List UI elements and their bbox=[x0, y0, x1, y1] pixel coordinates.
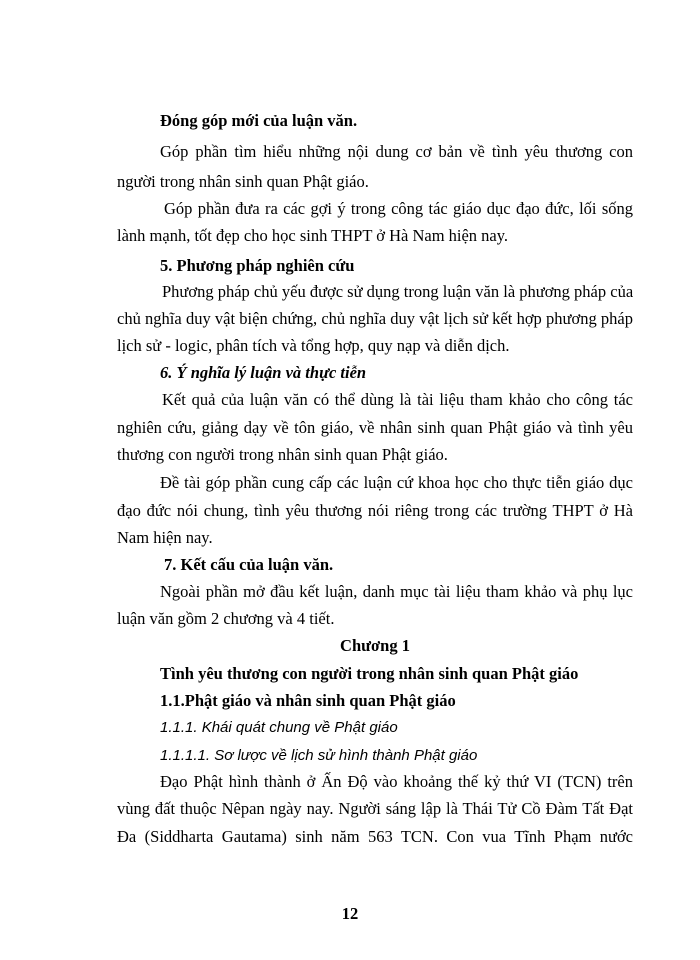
paragraph-line: thương con người trong nhân sinh quan Phật giáo. bbox=[117, 445, 448, 464]
methods-heading: 5. Phương pháp nghiên cứu bbox=[160, 256, 355, 275]
paragraph-line: vùng đất thuộc Nêpan ngày nay. Người sáng lập là Thái Tử Cồ Đàm Tất Đạt bbox=[117, 799, 633, 818]
page-number: 12 bbox=[341, 904, 359, 923]
paragraph-line: lịch sử - logic, phân tích và tổng hợp, quy nạp và diễn dịch. bbox=[117, 336, 510, 355]
significance-heading: 6. Ý nghĩa lý luận và thực tiễn bbox=[160, 363, 367, 382]
chapter-label: Chương 1 bbox=[340, 636, 410, 655]
paragraph-line: Kết quả của luận văn có thể dùng là tài liệu tham khảo cho công tác bbox=[162, 390, 633, 409]
paragraph-line: chủ nghĩa duy vật biện chứng, chủ nghĩa duy vật lịch sử kết hợp phương pháp bbox=[117, 309, 633, 328]
subsubsection-heading: 1.1.1.1. Sơ lược về lịch sử hình thành Phật giáo bbox=[160, 747, 478, 764]
paragraph-line: Ngoài phần mở đầu kết luận, danh mục tài liệu tham khảo và phụ lục bbox=[160, 582, 633, 601]
paragraph-line: Đề tài góp phần cung cấp các luận cứ khoa học cho thực tiễn giáo dục bbox=[160, 473, 633, 492]
paragraph-line: Nam hiện nay. bbox=[117, 528, 213, 547]
paragraph-line: đạo đức nói chung, tình yêu thương nói riêng trong các trường THPT ở Hà bbox=[117, 501, 633, 520]
paragraph-line: luận văn gồm 2 chương và 4 tiết. bbox=[117, 609, 335, 628]
structure-heading: 7. Kết cấu của luận văn. bbox=[164, 555, 334, 574]
paragraph-line: Đa (Siddharta Gautama) sinh năm 563 TCN. Con vua Tĩnh Phạm nước bbox=[117, 827, 633, 846]
paragraph-line: nghiên cứu, giảng dạy về tôn giáo, về nhân sinh quan Phật giáo và tình yêu bbox=[117, 418, 633, 437]
section-heading: 1.1.Phật giáo và nhân sinh quan Phật giáo bbox=[160, 691, 456, 710]
paragraph-line: lành mạnh, tốt đẹp cho học sinh THPT ở Hà Nam hiện nay. bbox=[117, 226, 509, 245]
paragraph-line: Phương pháp chủ yếu được sử dụng trong luận văn là phương pháp của bbox=[162, 282, 634, 301]
chapter-title: Tình yêu thương con người trong nhân sinh quan Phật giáo bbox=[160, 664, 579, 683]
contributions-heading: Đóng góp mới của luận văn. bbox=[160, 111, 358, 130]
paragraph-line: người trong nhân sinh quan Phật giáo. bbox=[117, 172, 369, 191]
paragraph-line: Góp phần đưa ra các gợi ý trong công tác giáo dục đạo đức, lối sống bbox=[164, 199, 633, 218]
paragraph-line: Góp phần tìm hiểu những nội dung cơ bản về tình yêu thương con bbox=[160, 142, 633, 161]
subsection-heading: 1.1.1. Khái quát chung về Phật giáo bbox=[160, 719, 398, 736]
paragraph-line: Đạo Phật hình thành ở Ấn Độ vào khoảng thế kỷ thứ VI (TCN) trên bbox=[160, 772, 633, 791]
